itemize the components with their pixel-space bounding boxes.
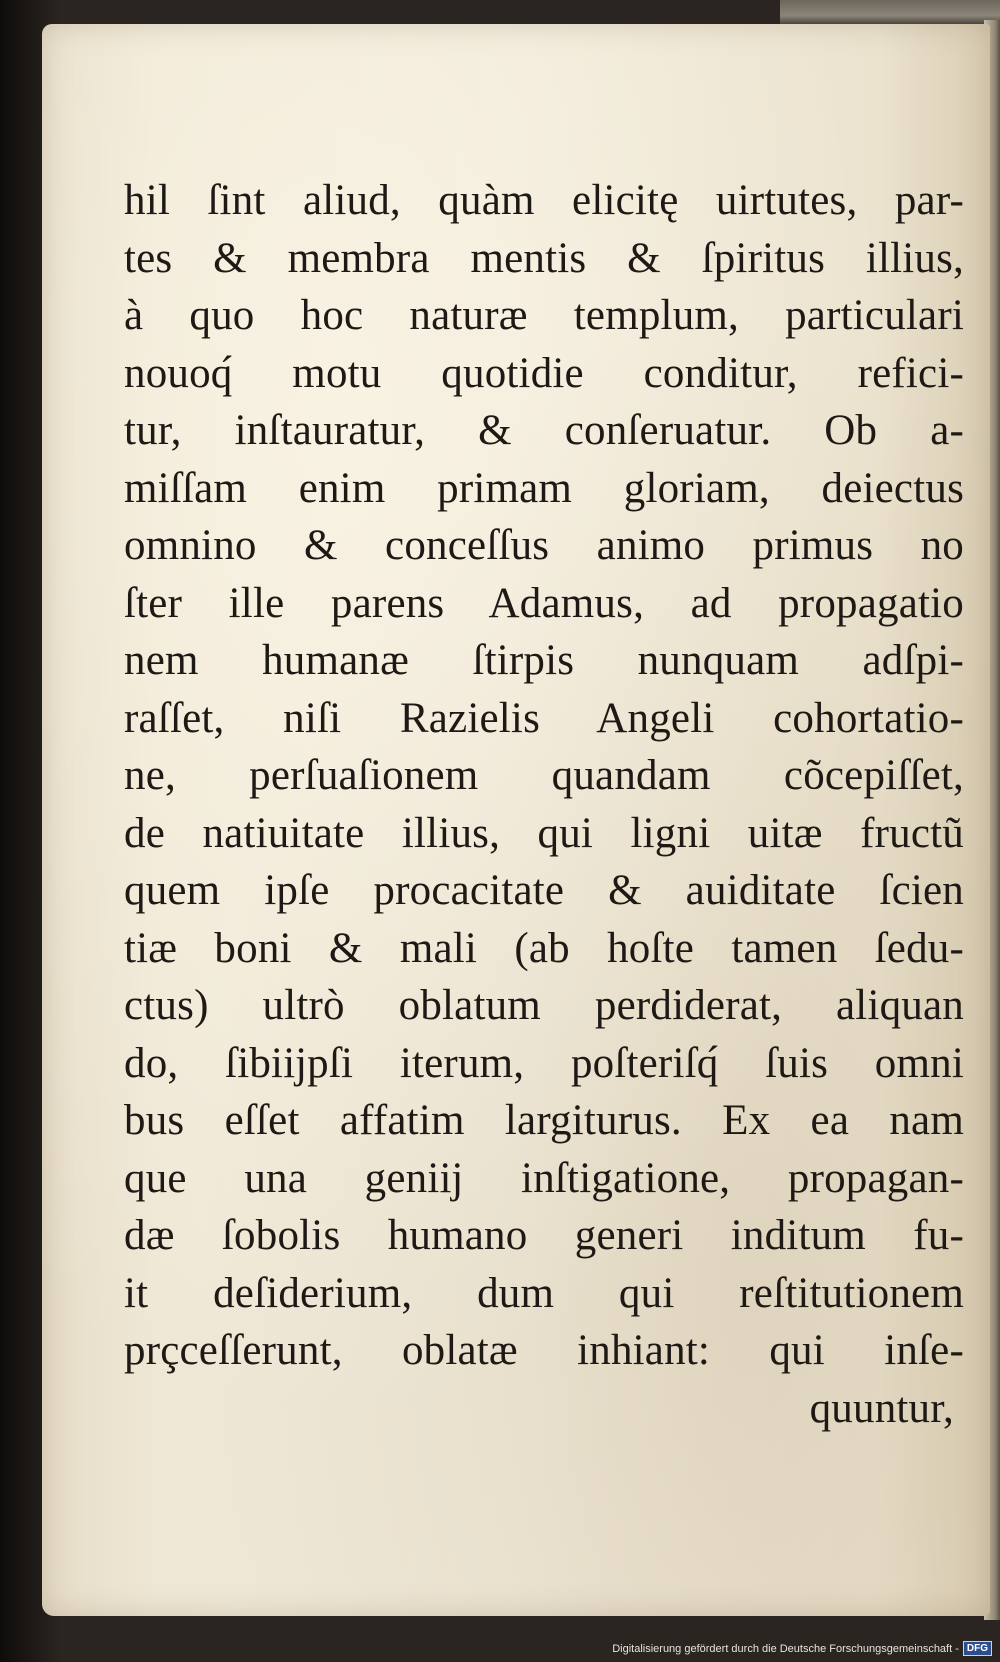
text-line: ne, perſuaſionem quandam cõcepiſſet, xyxy=(124,752,964,799)
text-line: do, ſibiĳpſi iterum, poſteriſq́ ſuis omni xyxy=(124,1039,964,1087)
catchword: quuntur, xyxy=(809,1384,954,1432)
text-line: que una geniĳ inſtigatione, propagan- xyxy=(124,1154,964,1202)
text-line: tes & membra mentis & ſpiritus illius, xyxy=(124,234,964,282)
text-line: hil ſint aliud, quàm elicitę uirtutes, par- xyxy=(124,177,964,224)
text-line: nem humanæ ſtirpis nunquam adſpi- xyxy=(124,637,964,684)
text-line: prçceſſerunt, oblatæ inhiant: qui inſe- xyxy=(124,1327,964,1374)
text-line: raſſet, niſi Razielis Angeli cohortatio- xyxy=(124,694,964,742)
book-top-edge xyxy=(780,0,1000,26)
funding-credit: Digitalisierung gefördert durch die Deutsche Forschungsgemeinschaft - xyxy=(612,1642,959,1655)
book-page xyxy=(42,24,990,1616)
text-line: dæ ſobolis humano generi inditum fu- xyxy=(124,1212,964,1259)
text-line: quem ipſe procacitate & auiditate ſcien xyxy=(124,867,964,914)
text-line: nouoq́ motu quotidie conditur, refici- xyxy=(124,349,964,397)
text-line: ctus) ultrò oblatum perdiderat, aliquan xyxy=(124,982,964,1029)
text-line: bus eſſet affatim largiturus. Ex ea nam xyxy=(124,1097,964,1144)
dfg-logo-icon: DFG xyxy=(963,1641,992,1656)
text-line: ſter ille parens Adamus, ad propagatio xyxy=(124,579,964,627)
text-line: à quo hoc naturæ templum, particulari xyxy=(124,292,964,339)
text-line: it deſiderium, dum qui reſtitutionem xyxy=(124,1269,964,1317)
text-line: de natiuitate illius, qui ligni uitæ fructũ xyxy=(124,809,964,857)
text-line: miſſam enim primam gloriam, deiectus xyxy=(124,464,964,512)
text-block xyxy=(124,172,964,1437)
text-line: omnino & conceſſus animo primus no xyxy=(124,522,964,569)
text-line: tur, inſtauratur, & conſeruatur. Ob a- xyxy=(124,407,964,454)
text-line: tiæ boni & mali (ab hoſte tamen ſedu- xyxy=(124,924,964,972)
digitization-footer xyxy=(612,1641,992,1656)
